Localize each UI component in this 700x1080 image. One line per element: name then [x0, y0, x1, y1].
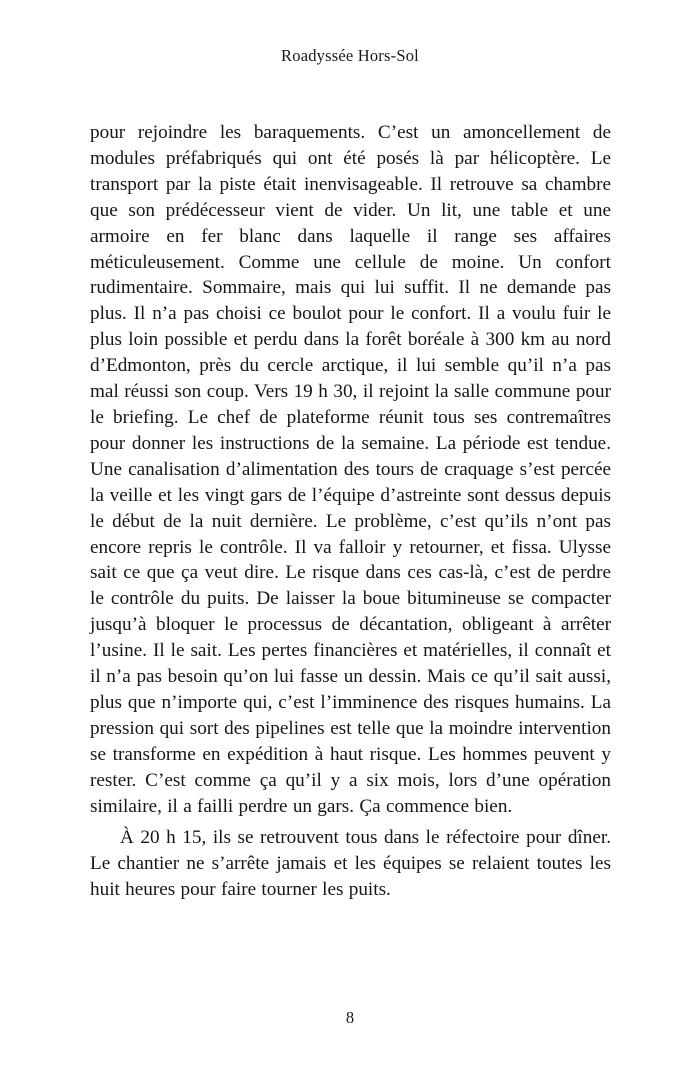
page-number: 8	[345, 1008, 355, 1027]
body-text-block	[90, 120, 611, 903]
running-header-title: Roadyssée Hors-Sol	[281, 46, 419, 65]
body-paragraph-2: À 20 h 15, ils se retrouvent tous dans le réfectoire pour dîner. Le chantier ne s’arrête jamais et les équipes se relaient toutes les huit heures pour faire tourner les puits.	[90, 827, 611, 901]
body-paragraph-1: pour rejoindre les baraquements. C’est un amoncellement de modules préfabriqués qui ont été posés là par hélicoptère. Le transport par la piste était inenvisageable. Il retrouve sa chambre que son prédécesseur vient de vider. Un lit, une table et une armoire en fer blanc dans laquelle il range ses affaires méticuleusement. Comme une cellule de moine. Un confort rudimentaire. Sommaire, mais qui lui suffit. Il ne demande pas plus. Il n’a pas choisi ce boulot pour le confort. Il a voulu fuir le plus loin possible et perdu dans la forêt boréale à 300 km au nord d’Edmonton, près du cercle arctique, il lui semble qu’il n’a pas mal réussi son coup. Vers 19 h 30, il rejoint la salle commune pour le briefing. Le chef de plateforme réunit tous ses contremaîtres pour donner les instructions de la semaine. La période est tendue. Une canalisation d’alimentation des tours de craquage s’est percée la veille et les vingt gars de l’équipe d’astreinte sont dessus depuis le début de la nuit dernière. Le problème, c’est qu’ils n’ont pas encore repris le contrôle. Il va falloir y retourner, et fissa. Ulysse sait ce que ça veut dire. Le risque dans ces cas-là, c’est de perdre le contrôle du puits. De laisser la boue bitumineuse se compacter jusqu’à bloquer le processus de décantation, obligeant à arrêter l’usine. Il le sait. Les pertes financières et matérielles, il connaît et il n’a pas besoin qu’on lui fasse un dessin. Mais ce qu’il sait aussi, plus que n’importe qui, c’est l’imminence des risques humains. La pression qui sort des pipelines est telle que la moindre intervention se transforme en expédition à haut risque. Les hommes peuvent y rester. C’est comme ça qu’il y a six mois, lors d’une opération similaire, il a failli perdre un gars. Ça commence bien.	[90, 122, 611, 817]
